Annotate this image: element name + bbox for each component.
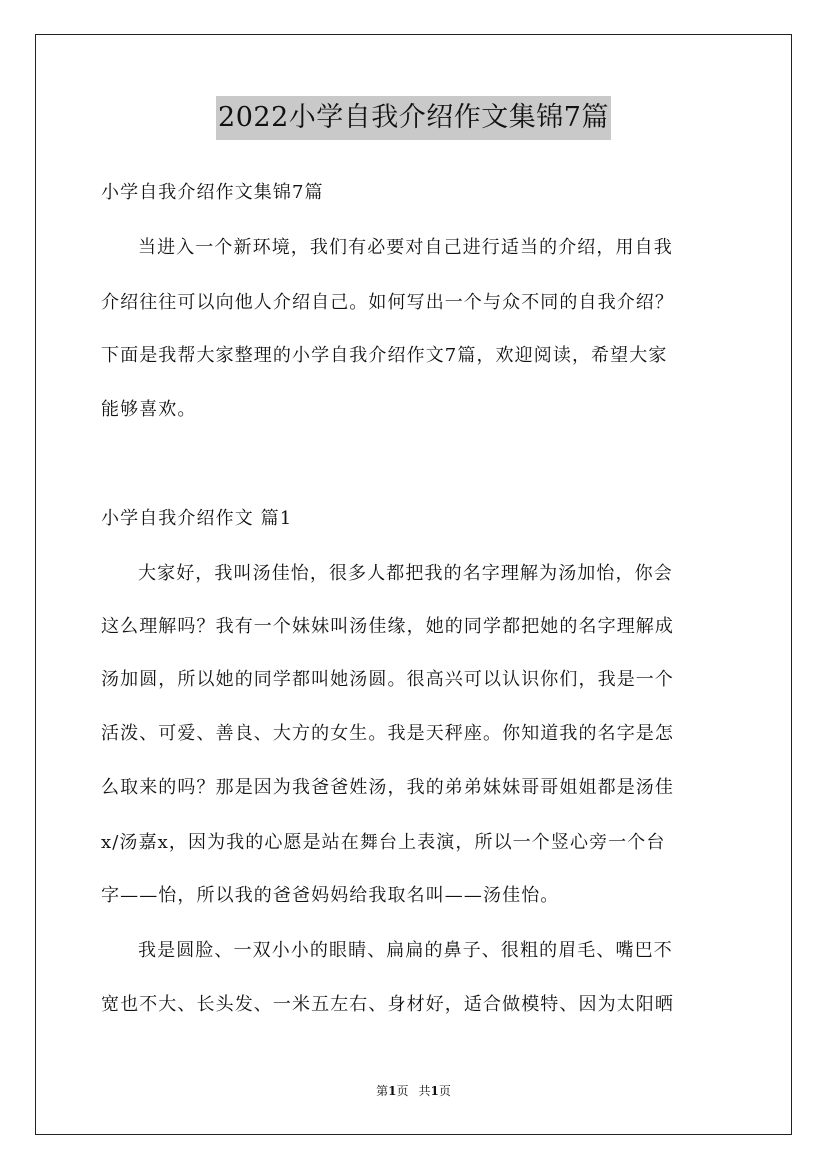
page-suffix: 页 <box>396 1084 409 1098</box>
text-line: 这么理解吗？我有一个妹妹叫汤佳缘，她的同学都把她的名字理解成 <box>101 616 674 637</box>
text-line: 汤加圆，所以她的同学都叫她汤圆。很高兴可以认识你们，我是一个 <box>101 669 674 690</box>
text-line: 下面是我帮大家整理的小学自我介绍作文7篇，欢迎阅读，希望大家 <box>101 345 668 366</box>
document-title: 2022小学自我介绍作文集锦7篇 <box>216 96 611 140</box>
text-line: x/汤嘉x，因为我的心愿是站在舞台上表演，所以一个竖心旁一个台 <box>101 832 666 853</box>
section-heading: 小学自我介绍作文 篇1 <box>101 508 293 529</box>
text-line: 当进入一个新环境，我们有必要对自己进行适当的介绍，用自我 <box>138 237 673 258</box>
page-number: 1 <box>388 1084 397 1098</box>
text-line: 宽也不大、长头发、一米五左右、身材好，适合做模特、因为太阳晒 <box>101 994 674 1015</box>
document-subtitle: 小学自我介绍作文集锦7篇 <box>101 182 324 203</box>
text-line: 活泼、可爱、善良、大方的女生。我是天秤座。你知道我的名字是怎 <box>101 723 674 744</box>
text-line: 能够喜欢。 <box>101 399 197 420</box>
text-line: 么取来的吗？那是因为我爸爸姓汤，我的弟弟妹妹哥哥姐姐都是汤佳 <box>101 777 674 798</box>
page-prefix: 第 <box>376 1084 389 1098</box>
text-line: 字——怡，所以我的爸爸妈妈给我取名叫——汤佳怡。 <box>101 885 560 906</box>
title-container <box>0 96 827 140</box>
text-line: 我是圆脸、一双小小的眼睛、扁扁的鼻子、很粗的眉毛、嘴巴不 <box>138 940 673 961</box>
total-pages: 1 <box>430 1084 439 1098</box>
text-line: 大家好，我叫汤佳怡，很多人都把我的名字理解为汤加怡，你会 <box>138 563 673 584</box>
page-footer <box>0 1082 827 1100</box>
total-prefix: 共 <box>418 1084 431 1098</box>
text-line: 介绍往往可以向他人介绍自己。如何写出一个与众不同的自我介绍？ <box>101 292 674 313</box>
total-suffix: 页 <box>438 1084 451 1098</box>
